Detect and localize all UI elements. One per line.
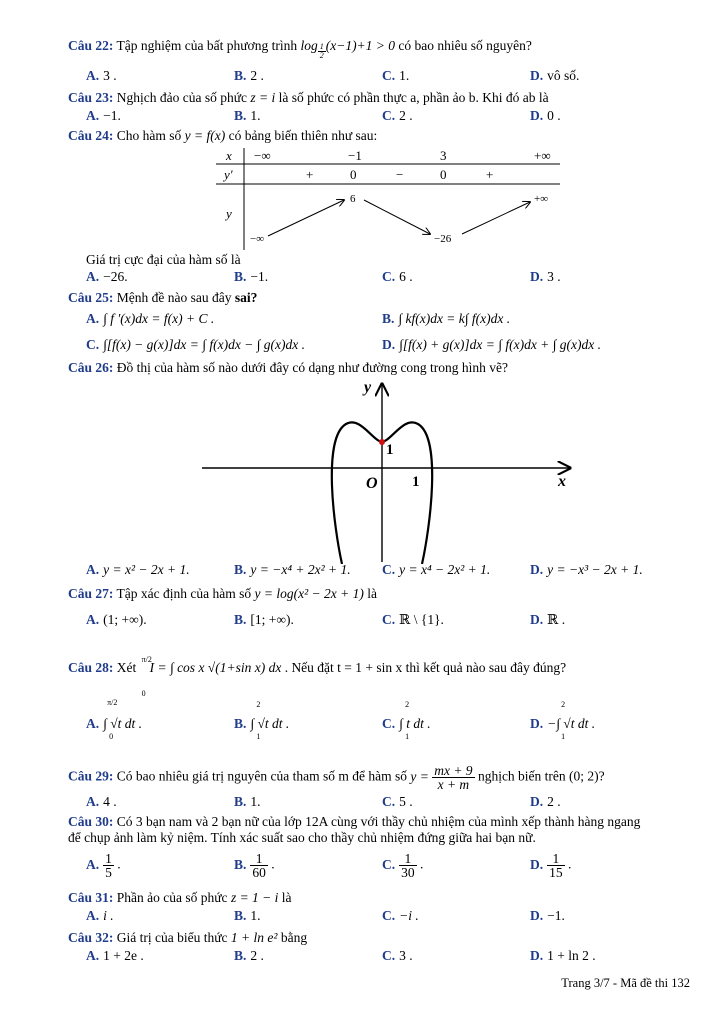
question-label: Câu 32:	[68, 930, 114, 945]
table-y-label: y	[226, 206, 232, 221]
question-label: Câu 25:	[68, 290, 114, 305]
question-30-line2: để chụp ảnh làm kỷ niệm. Tính xác suất sao cho thầy chủ nhiệm đứng giữa hai bạn nữ.	[68, 830, 536, 845]
question-30	[68, 814, 694, 830]
option-d[interactable]: D. y = −x³ − 2x + 1.	[530, 562, 643, 577]
question-28	[68, 655, 694, 698]
question-tail: có bảng biến thiên như sau:	[228, 128, 378, 143]
question-emphasis: sai?	[234, 290, 258, 305]
table-y-value: −26	[434, 233, 452, 245]
option-b[interactable]: B. 1.	[234, 108, 261, 123]
table-x-label: x	[226, 148, 232, 163]
table-sign: +	[486, 167, 494, 182]
option-b[interactable]: B. 1.	[234, 794, 261, 809]
question-22	[68, 38, 694, 60]
question-23	[68, 90, 694, 106]
option-b[interactable]: B. [1; +∞).	[234, 612, 294, 627]
arrow-down	[364, 200, 430, 234]
page-footer: Trang 3/7 - Mã đề thi 132	[561, 976, 690, 990]
origin-label: O	[366, 475, 378, 492]
question-text: Đồ thị của hàm số nào dưới đây có dạng như đường cong trong hình vẽ?	[116, 360, 509, 375]
question-text: Có bao nhiêu giá trị nguyên của tham số m để hàm số	[116, 768, 407, 784]
option-c[interactable]: C. 2 1 ∫ t dt .	[382, 700, 431, 741]
options-30	[86, 852, 706, 884]
option-a[interactable]: A. 3 .	[86, 68, 117, 83]
question-label: Câu 24:	[68, 128, 114, 143]
question-label: Câu 31:	[68, 890, 114, 905]
options-32	[86, 948, 706, 966]
option-b[interactable]: B. $\frac{1}{60}$ .	[234, 851, 275, 880]
option-b[interactable]: B. 2 1 ∫ √t dt .	[234, 700, 290, 741]
question-text: Có 3 bạn nam và 2 bạn nữ của lớp 12A cùng với thầy chủ nhiệm của mình xếp thành hàng ngang	[116, 814, 641, 829]
table-x-value: −∞	[254, 148, 271, 163]
options-24	[86, 269, 706, 287]
y-tick-label: 1	[386, 442, 394, 458]
question-29	[68, 764, 694, 791]
options-29	[86, 794, 706, 812]
question-label: Câu 22:	[68, 38, 114, 53]
table-x-value: 3	[440, 148, 447, 163]
option-b[interactable]: B. 2 .	[234, 68, 264, 83]
question-label: Câu 26:	[68, 360, 114, 375]
options-28	[86, 698, 706, 741]
question-text: Mệnh đề nào sau đây	[116, 290, 232, 305]
option-a[interactable]: A. ∫ f ′(x)dx = f(x) + C .	[86, 311, 215, 326]
question-label: Câu 23:	[68, 90, 114, 105]
option-c[interactable]: C. 5 .	[382, 794, 413, 809]
question-text: Giá trị của biểu thức	[116, 930, 228, 945]
math-expr: y = f(x)	[184, 128, 226, 143]
option-c[interactable]: C. ℝ \ {1}.	[382, 612, 444, 627]
option-b[interactable]: B. −1.	[234, 269, 269, 284]
variation-table	[216, 148, 560, 250]
options-25-row1	[86, 311, 706, 329]
question-27	[68, 586, 694, 602]
options-27	[86, 612, 706, 630]
options-26	[86, 562, 706, 580]
option-d[interactable]: D. 2 1 −∫ √t dt .	[530, 700, 596, 741]
table-sign: −	[396, 167, 404, 182]
option-c[interactable]: C. $\frac{1}{30}$ .	[382, 851, 424, 880]
question-32	[68, 930, 694, 946]
question-24	[68, 128, 694, 144]
table-sign: 0	[350, 167, 357, 182]
question-text: Tập xác định của hàm số	[116, 586, 252, 601]
option-d[interactable]: D. $\frac{1}{15}$ .	[530, 851, 572, 880]
math-expr: 1 + ln e²	[230, 930, 278, 945]
question-label: Câu 27:	[68, 586, 114, 601]
arrow-up	[462, 202, 530, 234]
question-31	[68, 890, 694, 906]
question-24-ask: Giá trị cực đại của hàm số là	[86, 252, 241, 267]
option-a[interactable]: A. i .	[86, 908, 114, 923]
question-tail: . Nếu đặt t = 1 + sin x thì kết quả nào sau đây đúng?	[284, 660, 567, 675]
arrow-up	[268, 200, 344, 236]
x-tick-label: 1	[412, 474, 420, 490]
option-d[interactable]: D. vô số.	[530, 68, 580, 83]
question-text: Tập nghiệm của bất phương trình	[116, 38, 298, 53]
options-25-row2	[86, 337, 706, 355]
question-label: Câu 30:	[68, 814, 114, 829]
math-expr: z = i	[250, 90, 276, 105]
option-c[interactable]: C. y = x⁴ − 2x² + 1.	[382, 562, 491, 577]
option-c[interactable]: C. 6 .	[382, 269, 413, 284]
options-23	[86, 108, 706, 126]
option-b[interactable]: B. 1.	[234, 908, 261, 923]
option-a[interactable]: A. π/2 0 ∫ √t dt .	[86, 698, 142, 741]
option-a[interactable]: A. −26.	[86, 269, 128, 284]
option-c[interactable]: C. 3 .	[382, 948, 413, 963]
integral-expr: π/2 0 I = ∫ cos x √(1+sin x) dx	[141, 655, 282, 698]
option-a[interactable]: A. (1; +∞).	[86, 612, 147, 627]
option-b[interactable]: B. ∫ kf(x)dx = k∫ f(x)dx .	[382, 311, 511, 326]
question-text: Cho hàm số	[116, 128, 182, 143]
option-d[interactable]: D. 0 .	[530, 108, 561, 123]
math-expr: z = 1 − i	[230, 890, 279, 905]
question-label: Câu 28:	[68, 660, 114, 675]
question-tail: là	[367, 586, 377, 601]
table-y-value: +∞	[534, 193, 549, 205]
table-x-value: −1	[348, 148, 362, 163]
option-c[interactable]: C. 2 .	[382, 108, 413, 123]
table-y-value: −∞	[250, 233, 265, 245]
option-b[interactable]: B. y = −x⁴ + 2x² + 1.	[234, 562, 351, 577]
question-tail: là số phức có phần thực a, phần ảo b. Khi đó ab là	[278, 90, 549, 105]
option-d[interactable]: D. 2 .	[530, 794, 561, 809]
question-25	[68, 290, 694, 306]
option-c[interactable]: C. ∫[f(x) − g(x)]dx = ∫ f(x)dx − ∫ g(x)dx .	[86, 337, 305, 352]
option-d[interactable]: D. 3 .	[530, 269, 561, 284]
option-d[interactable]: D. ∫[f(x) + g(x)]dx = ∫ f(x)dx + ∫ g(x)dx .	[382, 337, 601, 352]
math-expr: y = log(x² − 2x + 1)	[254, 586, 364, 601]
table-sign: +	[306, 167, 314, 182]
question-text: Phần ảo của số phức	[116, 890, 228, 905]
option-a[interactable]: A. 1 + 2e .	[86, 948, 144, 963]
option-a[interactable]: A. $\frac{1}{5}$ .	[86, 851, 121, 880]
question-tail: nghịch biến trên (0; 2)?	[477, 768, 605, 784]
option-d[interactable]: D. ℝ .	[530, 612, 566, 627]
option-a[interactable]: A. −1.	[86, 108, 121, 123]
table-x-value: +∞	[534, 148, 551, 163]
question-tail: là	[281, 890, 292, 905]
question-26	[68, 360, 694, 376]
option-c[interactable]: C. 1.	[382, 68, 410, 83]
fraction-expr: y = $\frac{mx + 9}{x + m}$	[410, 763, 473, 792]
log-expr: log $_{\frac{1}{2}}$ (x−1)+1 > 0	[300, 38, 396, 61]
option-d[interactable]: D. −1.	[530, 908, 565, 923]
question-text: Xét	[116, 660, 137, 675]
table-y-value: 6	[350, 193, 356, 205]
options-31	[86, 908, 706, 926]
question-label: Câu 29:	[68, 768, 114, 784]
options-22	[86, 68, 706, 86]
question-tail: có bao nhiêu số nguyên?	[398, 38, 532, 53]
option-c[interactable]: C. −i .	[382, 908, 419, 923]
table-yprime-label: y′	[224, 167, 233, 182]
function-graph	[200, 378, 580, 564]
option-d[interactable]: D. 1 + ln 2 .	[530, 948, 596, 963]
y-axis-label: y	[364, 379, 372, 396]
option-a[interactable]: A. 4 .	[86, 794, 117, 809]
question-tail: bằng	[280, 930, 308, 945]
option-a[interactable]: A. y = x² − 2x + 1.	[86, 562, 190, 577]
x-axis-label: x	[558, 473, 566, 490]
table-sign: 0	[440, 167, 447, 182]
option-b[interactable]: B. 2 .	[234, 948, 264, 963]
question-text: Nghịch đảo của số phức	[116, 90, 248, 105]
